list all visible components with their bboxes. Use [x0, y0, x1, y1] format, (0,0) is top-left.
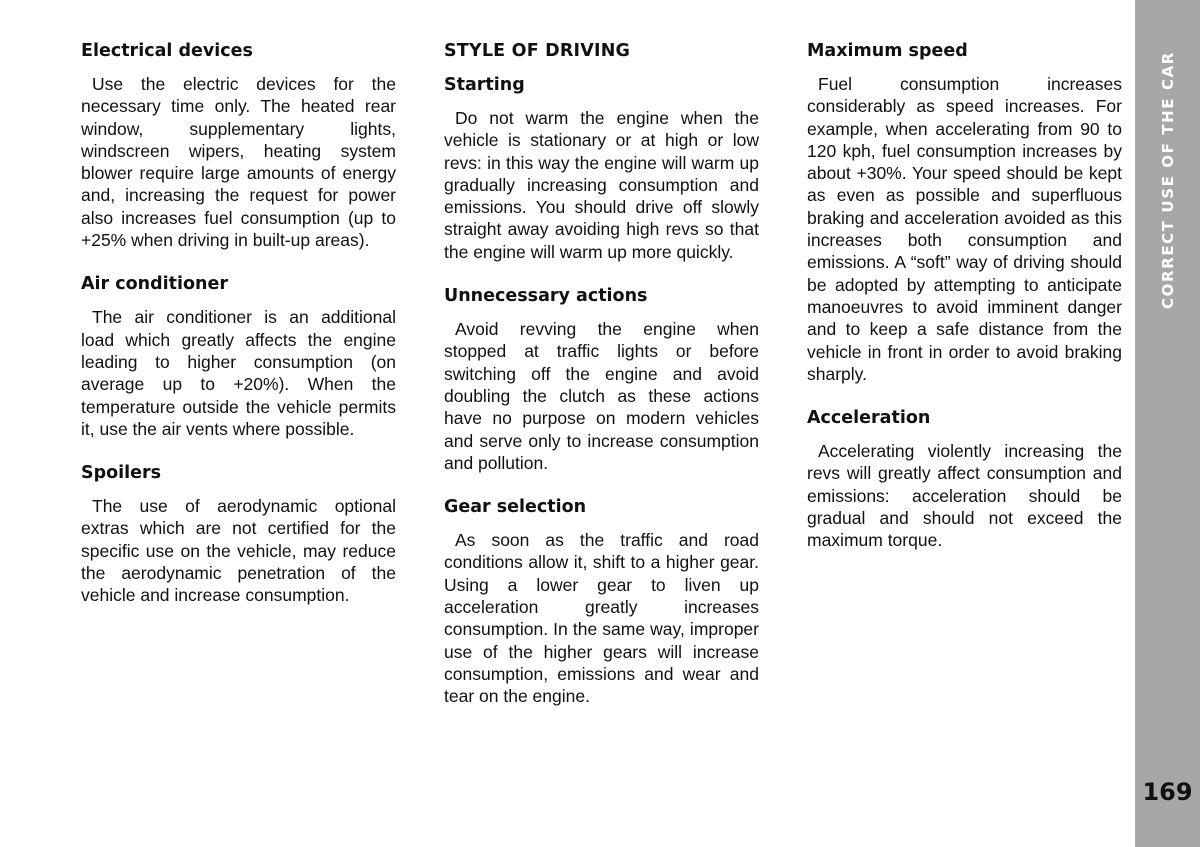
section-body: The use of aerodynamic optional extras which are not certified for the specific use on the vehicle, may reduce the aerodynamic penetration of the vehicle and increase consumption. — [81, 496, 396, 606]
section-heading: Air conditioner — [81, 274, 228, 295]
section-body: Avoid revving the engine when stopped at traffic lights or before switching off the engine and avoid doubling the clutch as these actions have no purpose on modern vehicles and serve only to increase consumption and pollution. — [444, 319, 759, 473]
section-body: Accelerating violently increasing the revs will greatly affect consumption and emissions: acceleration should be gradual and should not exceed the maximum torque. — [807, 441, 1122, 551]
column-1 — [81, 40, 396, 629]
section-heading: Gear selection — [444, 497, 587, 518]
section-body: Do not warm the engine when the vehicle is stationary or at high or low revs: in this way the engine will warm up gradually increasing consumption and emissions. You should drive off slowly straight away avoiding high revs so that the engine will warm up more quickly. — [444, 108, 759, 262]
section-body: As soon as the traffic and road conditions allow it, shift to a higher gear. Using a lower gear to liven up acceleration greatly increases consumption. In the same way, improper use of the higher gears will increase consumption, emissions and wear and tear on the engine. — [444, 530, 759, 707]
section-heading: Unnecessary actions — [444, 286, 648, 307]
section-unnecessary-actions — [444, 285, 759, 474]
section-air-conditioner — [81, 273, 396, 440]
section-gear-selection — [444, 496, 759, 707]
section-electrical-devices — [81, 40, 396, 251]
section-heading: Spoilers — [81, 463, 162, 484]
chapter-title: CORRECT USE OF THE CAR — [1158, 51, 1177, 309]
page-number: 169 — [1142, 778, 1193, 806]
section-heading: Electrical devices — [81, 41, 253, 61]
section-acceleration — [807, 407, 1122, 551]
section-body: The air conditioner is an additional load which greatly affects the engine leading to higher consumption (on average up to +20%). When the temperature outside the vehicle permits it, use the air vents where possible. — [81, 307, 396, 439]
section-spoilers — [81, 462, 396, 606]
section-body: Use the electric devices for the necessary time only. The heated rear window, supplementary lights, windscreen wipers, heating system blower require large amounts of energy and, increasing the request for power also increases fuel consumption (up to +25% when driving in built-up areas). — [81, 74, 396, 251]
column-3 — [807, 40, 1122, 574]
section-starting — [444, 74, 759, 263]
column-2 — [444, 40, 759, 730]
chapter-heading: STYLE OF DRIVING — [444, 41, 631, 61]
section-heading: Acceleration — [807, 408, 931, 429]
section-heading: Starting — [444, 75, 525, 95]
chapter-tab — [1135, 0, 1200, 340]
chapter-sidebar — [1135, 0, 1200, 847]
section-heading: Maximum speed — [807, 41, 968, 61]
section-maximum-speed — [807, 40, 1122, 385]
section-body: Fuel consumption increases considerably as speed increases. For example, when accelerating from 90 to 120 kph, fuel consumption increases by about +30%. Your speed should be kept as even as possible and superfluous braking and acceleration avoided as this increases both consumption and emissions. A “soft” way of driving should be adopted by attempting to anticipate manoeuvres to avoid imminent danger and to keep a safe distance from the vehicle in front in order to avoid braking sharply. — [807, 74, 1122, 384]
